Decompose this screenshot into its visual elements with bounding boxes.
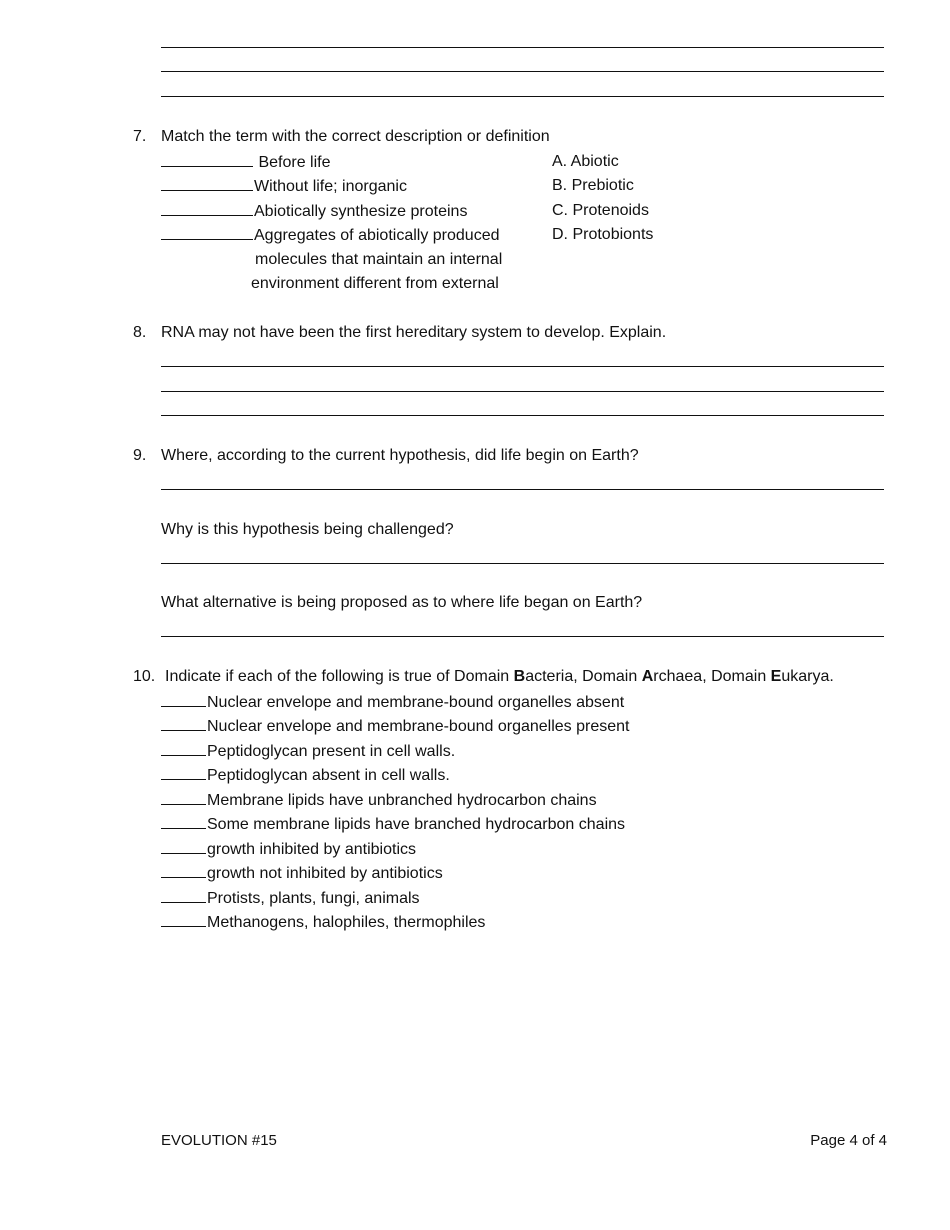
match-item: Aggregates of abiotically produced	[161, 225, 500, 246]
answer-blank[interactable]	[161, 912, 206, 927]
question-9-subprompt: Why is this hypothesis being challenged?	[161, 521, 454, 538]
domain-item: Some membrane lipids have branched hydrocarbon chains	[161, 814, 625, 835]
answer-blank[interactable]	[161, 152, 253, 167]
answer-blank[interactable]	[161, 790, 206, 805]
match-item: Without life; inorganic	[161, 176, 407, 197]
page-number: Page 4 of 4	[810, 1132, 887, 1149]
answer-blank[interactable]	[161, 839, 206, 854]
question-8-prompt: RNA may not have been the first hereditary system to develop. Explain.	[161, 324, 667, 341]
match-option: B. Prebiotic	[552, 177, 634, 194]
domain-item: growth inhibited by antibiotics	[161, 839, 416, 860]
match-option: D. Protobionts	[552, 226, 654, 243]
question-7-number: 7.	[133, 128, 147, 145]
answer-line	[161, 47, 884, 48]
answer-line[interactable]	[161, 636, 884, 637]
answer-blank[interactable]	[161, 863, 206, 878]
question-9-prompt: Where, according to the current hypothesis, did life begin on Earth?	[161, 447, 639, 464]
answer-blank[interactable]	[161, 201, 253, 216]
answer-line[interactable]	[161, 366, 884, 367]
question-8-number: 8.	[133, 324, 147, 341]
question-9-number: 9.	[133, 447, 147, 464]
footer-title: EVOLUTION #15	[161, 1132, 277, 1149]
answer-blank[interactable]	[161, 814, 206, 829]
match-item: Abiotically synthesize proteins	[161, 201, 467, 222]
answer-blank[interactable]	[161, 692, 206, 707]
domain-item: Protists, plants, fungi, animals	[161, 888, 420, 909]
match-option: C. Protenoids	[552, 202, 649, 219]
answer-blank[interactable]	[161, 176, 253, 191]
answer-line[interactable]	[161, 391, 884, 392]
question-9-subprompt: What alternative is being proposed as to where life began on Earth?	[161, 594, 643, 611]
question-10-number: 10.	[133, 668, 156, 685]
domain-item: Peptidoglycan absent in cell walls.	[161, 765, 450, 786]
domain-item: growth not inhibited by antibiotics	[161, 863, 443, 884]
answer-line[interactable]	[161, 563, 884, 564]
answer-line[interactable]	[161, 415, 884, 416]
answer-line	[161, 96, 884, 97]
answer-blank[interactable]	[161, 225, 253, 240]
answer-blank[interactable]	[161, 741, 206, 756]
match-item: Before life	[161, 152, 330, 173]
answer-blank[interactable]	[161, 716, 206, 731]
answer-blank[interactable]	[161, 765, 206, 780]
domain-item: Methanogens, halophiles, thermophiles	[161, 912, 485, 933]
answer-line	[161, 71, 884, 72]
domain-item: Peptidoglycan present in cell walls.	[161, 741, 455, 762]
match-item-continuation: environment different from external	[251, 275, 499, 292]
match-option: A. Abiotic	[552, 153, 619, 170]
domain-item: Membrane lipids have unbranched hydrocarbon chains	[161, 790, 597, 811]
answer-blank[interactable]	[161, 888, 206, 903]
domain-item: Nuclear envelope and membrane-bound organelles absent	[161, 692, 624, 713]
answer-line[interactable]	[161, 489, 884, 490]
question-7-prompt: Match the term with the correct description or definition	[161, 128, 550, 145]
match-item-continuation: molecules that maintain an internal	[255, 251, 503, 268]
domain-item: Nuclear envelope and membrane-bound organelles present	[161, 716, 630, 737]
question-10-prompt: Indicate if each of the following is true of Domain Bacteria, Domain Archaea, Domain Eukarya.	[165, 668, 834, 685]
